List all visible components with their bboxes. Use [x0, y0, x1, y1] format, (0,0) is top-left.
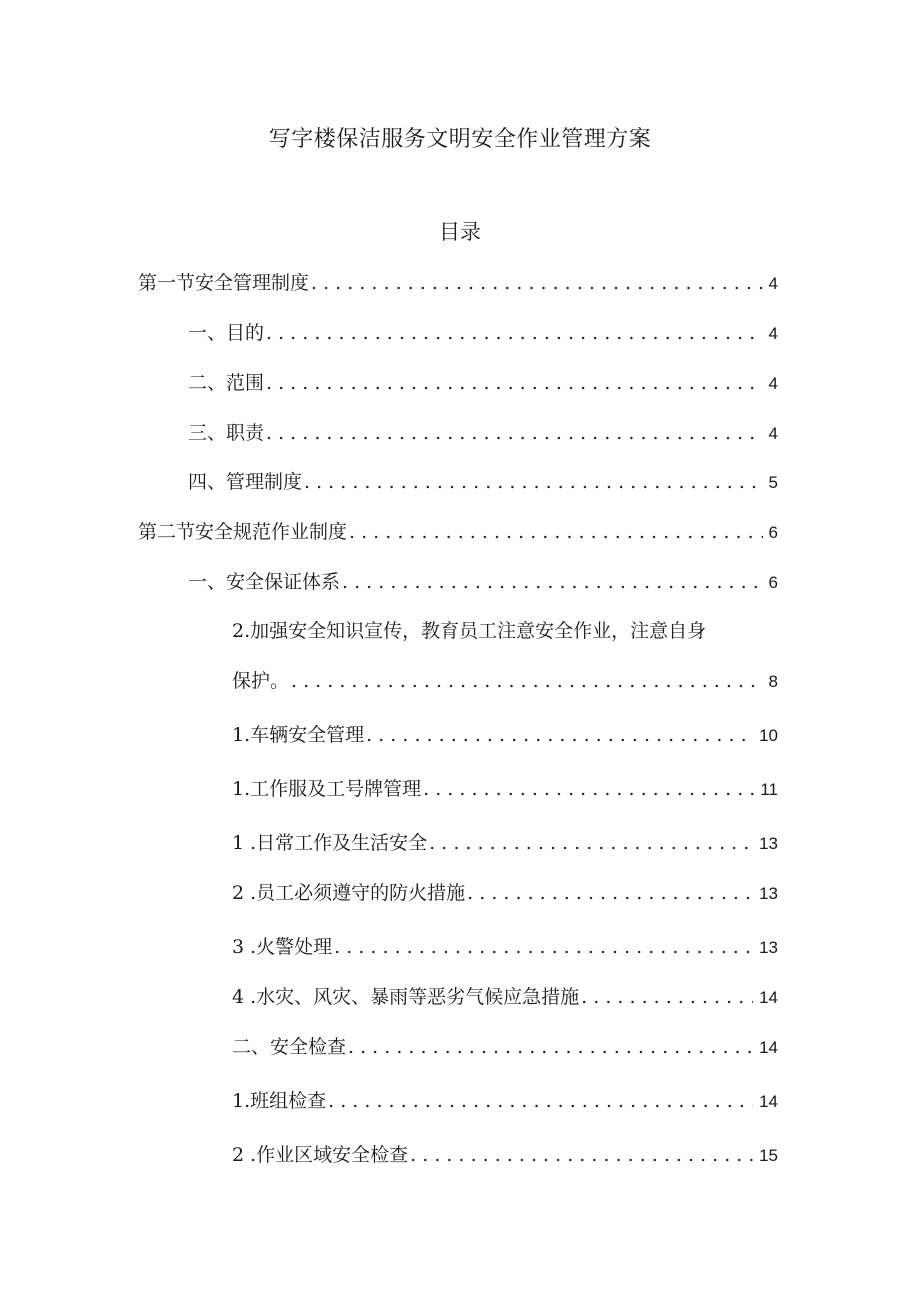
- toc-entry-wrapped-first-line[interactable]: 2.加强安全知识宣传，教育员工注意安全作业，注意自身: [232, 620, 707, 642]
- toc-entry-page: 4: [768, 324, 778, 343]
- toc-entry[interactable]: [232, 1140, 778, 1167]
- toc-entry-page: 8: [768, 672, 778, 691]
- toc-entry-page: 15: [759, 1146, 778, 1165]
- toc-entry-label: 1.车辆安全管理: [232, 724, 365, 746]
- toc-leader-dots: [467, 882, 753, 904]
- toc-leader-dots: [266, 322, 763, 344]
- toc-entry[interactable]: [232, 1032, 778, 1059]
- toc-entry-page: 5: [768, 473, 778, 492]
- toc-entry-page: 11: [760, 780, 778, 799]
- toc-entry-page: 13: [759, 834, 778, 853]
- toc-entry-label: 2 .作业区域安全检查: [232, 1144, 409, 1166]
- toc-entry-page: 14: [759, 988, 778, 1007]
- toc-entry-page: 6: [768, 523, 778, 542]
- toc-entry-page: 4: [768, 424, 778, 443]
- toc-entry-page: 14: [759, 1092, 778, 1111]
- toc-entry[interactable]: [188, 418, 778, 445]
- toc-entry-page: 4: [768, 374, 778, 393]
- toc-leader-dots: [334, 936, 753, 958]
- toc-entry[interactable]: [188, 318, 778, 345]
- toc-entry[interactable]: [232, 982, 778, 1009]
- toc-entry-label: 1.班组检查: [232, 1090, 327, 1112]
- toc-leader-dots: [304, 471, 763, 493]
- toc-leader-dots: [366, 724, 753, 746]
- toc-leader-dots: [429, 832, 753, 854]
- toc-entry[interactable]: [232, 932, 778, 959]
- toc-entry-label: 一、目的: [188, 322, 265, 344]
- toc-entry[interactable]: [188, 467, 778, 494]
- toc-entry-label: 4 .水灾、风灾、暴雨等恶劣气候应急措施: [232, 986, 580, 1008]
- toc-entry[interactable]: [232, 666, 778, 693]
- toc-entry[interactable]: [232, 828, 778, 855]
- toc-entry[interactable]: [138, 268, 778, 295]
- toc-leader-dots: [349, 521, 763, 543]
- toc-entry[interactable]: [232, 1086, 778, 1113]
- toc-leader-dots: [266, 372, 763, 394]
- toc-entry-page: 13: [759, 884, 778, 903]
- toc-entry-page: 10: [759, 726, 778, 745]
- toc-entry[interactable]: [188, 567, 778, 594]
- toc-entry-label: 3 .火警处理: [232, 936, 333, 958]
- toc-entry[interactable]: [188, 368, 778, 395]
- toc-entry-label: 二、范围: [188, 372, 265, 394]
- toc-entry-page: 4: [768, 274, 778, 293]
- toc-leader-dots: [291, 670, 763, 692]
- toc-entry-label: 一、安全保证体系: [188, 571, 341, 593]
- toc-entry[interactable]: [232, 720, 778, 747]
- toc-leader-dots: [311, 272, 763, 294]
- toc-entry-label: 四、管理制度: [188, 471, 303, 493]
- toc-entry-label: 二、安全检查: [232, 1036, 347, 1058]
- toc-entry-label: 第二节安全规范作业制度: [138, 521, 348, 543]
- toc-entry-page: 13: [759, 938, 778, 957]
- toc-leader-dots: [581, 986, 753, 1008]
- toc-entry[interactable]: [232, 774, 778, 801]
- toc-entry-label: 2 .员工必须遵守的防火措施: [232, 882, 466, 904]
- toc-entry-label: 1 .日常工作及生活安全: [232, 832, 428, 854]
- toc-entry-label: 1.工作服及工号牌管理: [232, 778, 422, 800]
- toc-entry-page: 14: [759, 1038, 778, 1057]
- toc-heading: 目录: [439, 220, 481, 244]
- toc-leader-dots: [348, 1036, 753, 1058]
- document-title: 写字楼保洁服务文明安全作业管理方案: [268, 127, 652, 152]
- toc-leader-dots: [266, 422, 763, 444]
- toc-leader-dots: [410, 1144, 753, 1166]
- toc-leader-dots: [423, 778, 754, 800]
- toc-entry-label: 三、职责: [188, 422, 265, 444]
- toc-entry-page: 6: [768, 573, 778, 592]
- toc-entry[interactable]: [138, 517, 778, 544]
- toc-entry[interactable]: [232, 878, 778, 905]
- toc-leader-dots: [328, 1090, 753, 1112]
- toc-leader-dots: [342, 571, 763, 593]
- toc-entry-label: 保护。: [232, 670, 290, 692]
- toc-entry-label: 第一节安全管理制度: [138, 272, 310, 294]
